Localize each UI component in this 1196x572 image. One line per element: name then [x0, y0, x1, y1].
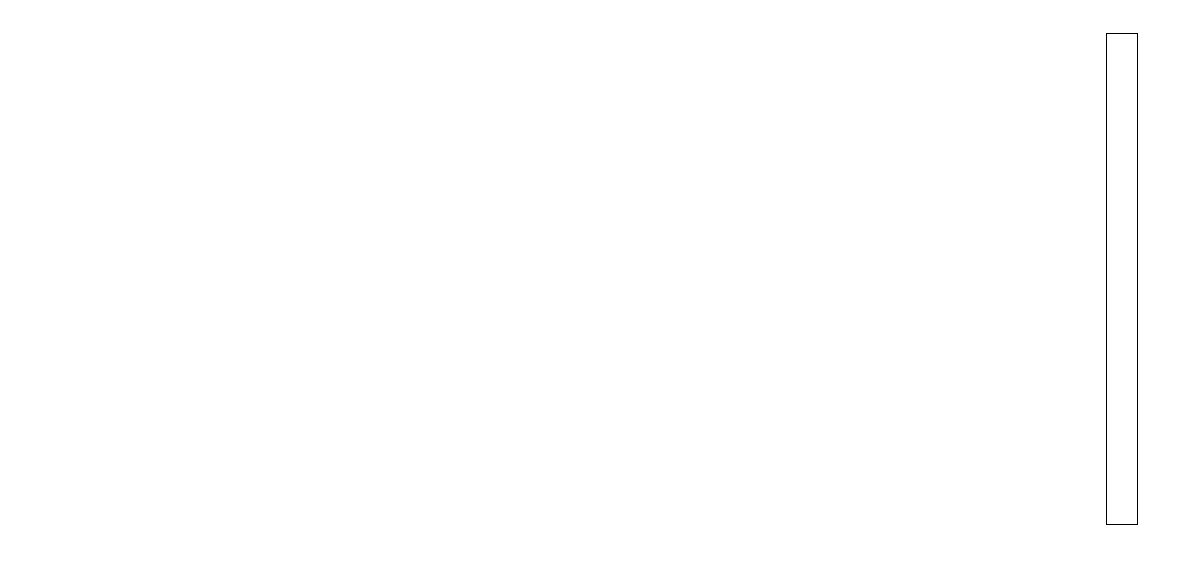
colorbar	[1106, 33, 1138, 525]
